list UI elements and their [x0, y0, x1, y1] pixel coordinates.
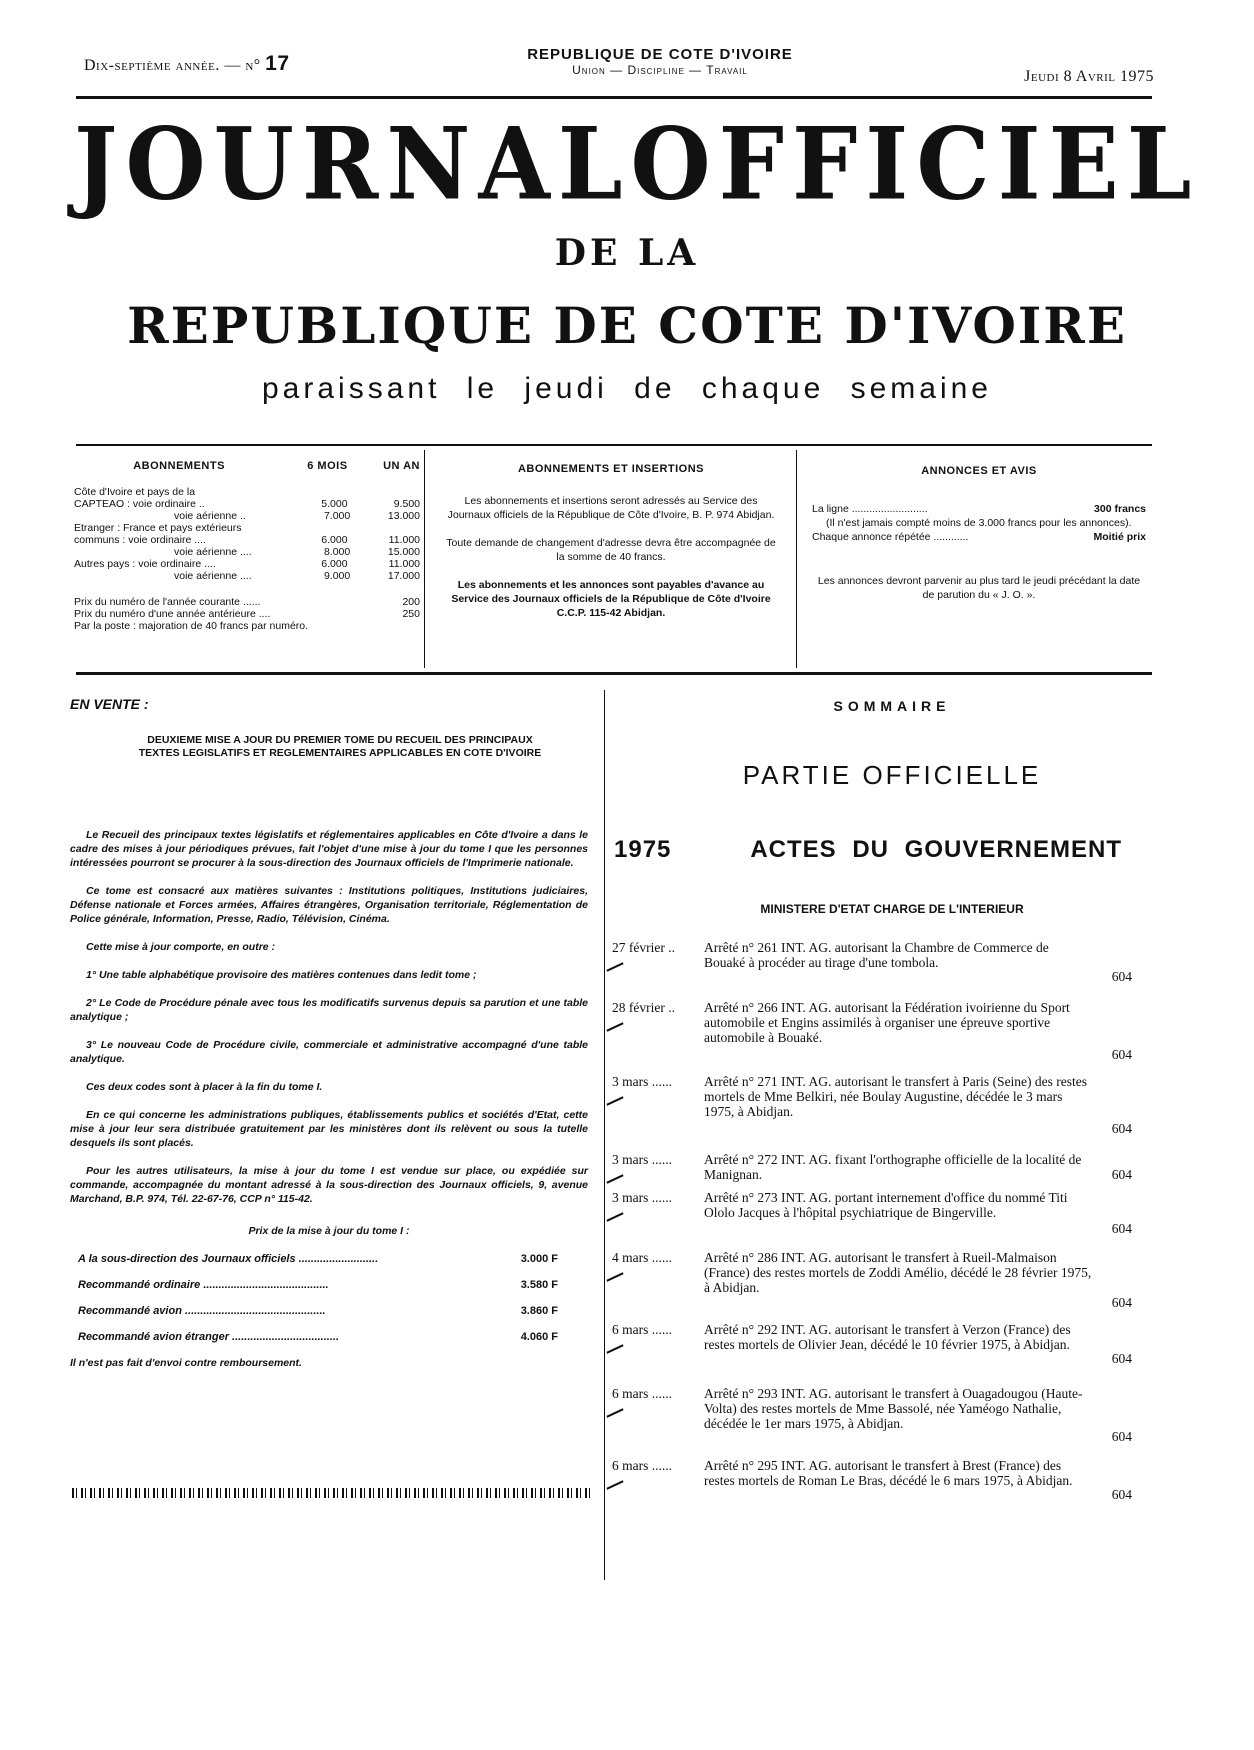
en-vente-p2: Ce tome est consacré aux matières suivantes : Institutions politiques, Institutions judiciaires, Défense nationale et Forces armées, Affaires étrangères, Organisation territoriale, Réglementation de Police générale, Information, Presse, Radio, Télévision, Cinéma.	[70, 885, 588, 925]
prix-row	[74, 620, 420, 632]
prix-row	[74, 608, 420, 620]
sommaire-title: SOMMAIRE	[833, 698, 951, 714]
header-rule	[76, 96, 1152, 99]
vente-prix-row	[78, 1252, 588, 1266]
subscription-label: Côte d'Ivoire et pays de la	[74, 486, 196, 498]
handwritten-tick-mark	[606, 1272, 623, 1281]
vente-prix-value: 4.060 F	[520, 1331, 558, 1343]
en-vente-p1: Le Recueil des principaux textes législatifs et réglementaires applicables en Côte d'Ivoire a dans le cadre des mises à jour périodiques prévues, fait l'objet d'une mise à jour du tome I que les personnes intéressées pourront se procurer à la sous-direction des Journaux officiels de l'Imprimerie nationale.	[70, 829, 588, 869]
sommaire-item-text: Arrêté n° 293 INT. AG. autorisant le transfert à Ouagadougou (Haute-Volta) des restes mortels de Mme Bassolé, née Yaméogo Nathalie, décédée le 1er mars 1975, à Abidjan.	[704, 1386, 1083, 1431]
en-vente-p3: Cette mise à jour comporte, en outre :	[86, 941, 276, 953]
subscription-6mois: 9.000	[323, 570, 351, 582]
info-top-rule	[76, 444, 1152, 446]
ministere-heading: MINISTERE D'ETAT CHARGE DE L'INTERIEUR	[760, 902, 1024, 916]
annonces-block	[812, 464, 1146, 602]
subscription-row	[74, 510, 420, 522]
sommaire-item	[612, 1250, 1132, 1310]
masthead-title	[74, 105, 1200, 223]
subscription-un-an	[348, 486, 420, 498]
sommaire-item	[612, 1190, 1132, 1236]
info-bottom-rule	[76, 672, 1152, 675]
decorative-border	[72, 1488, 592, 1498]
handwritten-tick-mark	[606, 962, 623, 971]
subscription-6mois: 6.000	[321, 534, 348, 546]
subscription-un-an: 11.000	[388, 558, 420, 570]
handwritten-tick-mark	[606, 1096, 623, 1105]
prix-value: 200	[402, 596, 420, 608]
repetee-label: Chaque annonce répétée ............	[812, 531, 969, 543]
vente-prix-label: Recommandé avion étranger ...................................	[78, 1331, 340, 1343]
ligne-note: (Il n'est jamais compté moins de 3.000 francs pour les annonces).	[826, 517, 1132, 529]
subscription-label: voie aérienne ....	[174, 570, 252, 582]
en-vente-p6: 3° Le nouveau Code de Procédure civile, commerciale et administrative accompagné d'une table analytique.	[70, 1039, 588, 1065]
subscription-label: voie aérienne ....	[174, 546, 252, 558]
subscriptions-heading: ABONNEMENTS	[133, 460, 225, 472]
sommaire-item-page: 604	[1111, 969, 1132, 984]
ligne-value: 300 francs	[1094, 503, 1146, 515]
insertions-p1: Les abonnements et insertions seront adressés au Service des Journaux officiels de la République de Côte d'Ivoire, B. P. 974 Abidjan.	[447, 495, 775, 521]
prix-label: Par la poste : majoration de 40 francs par numéro.	[74, 620, 309, 632]
en-vente-label: EN VENTE :	[70, 696, 149, 712]
subscription-6mois	[284, 522, 347, 534]
col-6-mois: 6 MOIS	[307, 460, 348, 472]
sommaire-item	[612, 1152, 1132, 1182]
sommaire-item-text: Arrêté n° 272 INT. AG. fixant l'orthographe officielle de la localité de Manignan.	[704, 1152, 1082, 1182]
sommaire-item-page: 604	[1111, 1429, 1132, 1444]
sommaire-item-page: 604	[1111, 1295, 1132, 1310]
vente-prix-row	[78, 1304, 588, 1318]
masthead-word-journal: JOURNAL	[74, 105, 631, 223]
sommaire-item-page: 604	[1111, 1221, 1132, 1236]
subscription-row	[74, 522, 420, 534]
en-vente-p8: En ce qui concerne les administrations publiques, établissements publics et sociétés d'Etat, cette mise à jour leur sera distribuée gratuitement par les ministères dont ils relèvent ou sous la tutelle desquels ils sont placés.	[70, 1109, 588, 1149]
subscription-6mois: 5.000	[321, 498, 348, 510]
col-un-an: UN AN	[383, 460, 420, 472]
actes-title: ACTES DU GOUVERNEMENT	[750, 836, 1122, 863]
sommaire-item-text: Arrêté n° 273 INT. AG. portant internement d'office du nommé Titi Ololo Jacques à l'hôpital psychiatrique de Bingerville.	[704, 1190, 1068, 1220]
en-vente-title: DEUXIEME MISE A JOUR DU PREMIER TOME DU RECUEIL DES PRINCIPAUX TEXTES LEGISLATIFS ET REGLEMENTAIRES APPLICABLES EN COTE D'IVOIRE	[138, 734, 542, 759]
masthead-parution: paraissant le jeudi de chaque semaine	[261, 372, 992, 405]
subscription-row	[74, 546, 420, 558]
subscription-un-an: 13.000	[387, 510, 420, 522]
sommaire-item	[612, 940, 1132, 984]
vente-prix-label: Recommandé ordinaire .........................................	[78, 1279, 329, 1291]
sommaire-item-page: 604	[1111, 1047, 1132, 1062]
masthead-word-officiel: OFFICIEL	[630, 105, 1200, 223]
sommaire-item-text: Arrêté n° 286 INT. AG. autorisant le transfert à Rueil-Malmaison (France) des restes mortels de Zoddi Amélio, décédé le 28 février 1975, à Abidjan.	[704, 1250, 1092, 1295]
subscription-label: CAPTEAO : voie ordinaire ..	[74, 498, 205, 510]
subscription-6mois	[284, 486, 347, 498]
handwritten-tick-mark	[606, 1480, 623, 1489]
sommaire-item-page: 604	[1111, 1351, 1132, 1366]
subscription-un-an	[348, 522, 420, 534]
sommaire-item-date: 4 mars ......	[612, 1250, 672, 1265]
en-vente-p5: 2° Le Code de Procédure pénale avec tous les modificatifs survenus depuis sa parution et une table analytique ;	[70, 997, 588, 1023]
repetee-value: Moitié prix	[1093, 531, 1146, 543]
subscription-6mois: 7.000	[323, 510, 351, 522]
subscription-label: voie aérienne ..	[174, 510, 246, 522]
motto: Union — Discipline — Travail	[572, 63, 748, 77]
en-vente-p4: 1° Une table alphabétique provisoire des matières contenues dans ledit tome ;	[86, 969, 477, 981]
annonces-heading: ANNONCES ET AVIS	[921, 465, 1037, 477]
handwritten-tick-mark	[606, 1174, 623, 1183]
handwritten-tick-mark	[606, 1344, 623, 1353]
issue-date: Jeudi 8 Avril 1975	[1024, 68, 1154, 85]
sommaire-item-date: 3 mars ......	[612, 1190, 672, 1205]
sommaire-item	[612, 1074, 1132, 1136]
insertions-heading: ABONNEMENTS ET INSERTIONS	[517, 463, 705, 475]
sommaire-item-text: Arrêté n° 295 INT. AG. autorisant le transfert à Brest (France) des restes mortels de Roman Le Bras, décédé le 6 mars 1975, à Abidjan.	[704, 1458, 1073, 1488]
info-divider-2	[796, 450, 797, 668]
vente-prix-value: 3.000 F	[520, 1253, 558, 1265]
actes-year: 1975	[614, 836, 672, 863]
vente-prix-row	[78, 1330, 588, 1344]
prix-value	[348, 620, 420, 632]
sommaire-item-page: 604	[1111, 1487, 1132, 1502]
subscription-row	[74, 558, 420, 570]
sommaire-item-text: Arrêté n° 292 INT. AG. autorisant le transfert à Verzon (France) des restes mortels de Olivier Jean, décédé le 10 février 1975, à Abidjan.	[704, 1322, 1071, 1352]
sommaire-item-date: 6 mars ......	[612, 1458, 672, 1473]
issue-number: 17	[265, 52, 290, 75]
issue-line	[84, 52, 290, 76]
en-vente-body	[70, 828, 588, 1370]
insertions-p3: Les abonnements et les annonces sont payables d'avance au Service des Journaux officiels de la République de Côte d'Ivoire C.C.P. 115-42 Abidjan.	[451, 579, 771, 619]
prix-row	[74, 596, 420, 608]
sommaire-item	[612, 1000, 1132, 1062]
vente-prix-value: 3.580 F	[520, 1279, 558, 1291]
subscription-label: Autres pays : voie ordinaire ....	[74, 558, 216, 570]
republic-header	[460, 46, 860, 77]
subscription-row	[74, 486, 420, 498]
vente-prix-label: A la sous-direction des Journaux officiels ..........................	[78, 1253, 379, 1265]
masthead-republique: REPUBLIQUE DE COTE D'IVOIRE	[127, 296, 1127, 355]
subscription-row	[74, 570, 420, 582]
sommaire-item	[612, 1322, 1132, 1366]
sommaire-item-text: Arrêté n° 266 INT. AG. autorisant la Fédération ivoirienne du Sport automobile et Engins assimilés à organiser une épreuve sportive automobile à Bouaké.	[704, 1000, 1070, 1045]
vente-prix-row	[78, 1278, 588, 1292]
subscriptions-table	[74, 460, 420, 632]
handwritten-tick-mark	[606, 1022, 623, 1031]
en-vente-note: Il n'est pas fait d'envoi contre remboursement.	[70, 1357, 302, 1369]
en-vente-prix-title: Prix de la mise à jour du tome I :	[248, 1225, 410, 1237]
subscription-un-an: 11.000	[388, 534, 420, 546]
column-divider	[604, 690, 605, 1580]
sommaire-item-date: 27 février ..	[612, 940, 675, 955]
sommaire-item-text: Arrêté n° 271 INT. AG. autorisant le transfert à Paris (Seine) des restes mortels de Mme Belkiri, née Boulay Augustine, décédée le 3 mars 1975, à Abidjan.	[704, 1074, 1088, 1119]
sommaire-item	[612, 1386, 1132, 1444]
subscription-un-an: 9.500	[393, 498, 420, 510]
year-prefix: Dix-septième année. — n°	[84, 57, 261, 74]
en-vente-p9: Pour les autres utilisateurs, la mise à jour du tome I est vendue sur place, ou expédiée sur commande, accompagnée du montant adressé à la sous-direction des Journaux officiels, 9, avenue Marchand, B.P. 974, Tél. 22-67-76, CCP n° 115-42.	[70, 1165, 588, 1205]
prix-label: Prix du numéro de l'année courante ......	[74, 596, 261, 608]
subscription-label: communs : voie ordinaire ....	[74, 534, 206, 546]
subscription-6mois: 6.000	[321, 558, 348, 570]
sommaire-item-date: 6 mars ......	[612, 1322, 672, 1337]
republic-name: REPUBLIQUE DE COTE D'IVOIRE	[527, 46, 793, 63]
sommaire-item	[612, 1458, 1132, 1502]
vente-prix-value: 3.860 F	[520, 1305, 558, 1317]
subscription-6mois: 8.000	[323, 546, 351, 558]
handwritten-tick-mark	[606, 1212, 623, 1221]
insertions-p2: Toute demande de changement d'adresse devra être accompagnée de la somme de 40 francs.	[446, 537, 776, 563]
subscription-label: Etranger : France et pays extérieurs	[74, 522, 242, 534]
info-divider-1	[424, 450, 425, 668]
sommaire-item-text: Arrêté n° 261 INT. AG. autorisant la Chambre de Commerce de Bouaké à procéder au tirage d'une tombola.	[704, 940, 1049, 970]
annonces-delai: Les annonces devront parvenir au plus tard le jeudi précédant la date de parution du « J. O. ».	[817, 575, 1141, 601]
masthead-de-la: DE LA	[554, 232, 700, 274]
sommaire-item-date: 3 mars ......	[612, 1074, 672, 1089]
subscription-un-an: 15.000	[387, 546, 420, 558]
subscription-row	[74, 534, 420, 546]
prix-label: Prix du numéro d'une année antérieure ....	[74, 608, 271, 620]
vente-prix-label: Recommandé avion ..............................................	[78, 1305, 326, 1317]
subscription-un-an: 17.000	[387, 570, 420, 582]
sommaire-item-page: 604	[1111, 1167, 1132, 1182]
sommaire-item-page: 604	[1111, 1121, 1132, 1136]
sommaire-item-date: 28 février ..	[612, 1000, 675, 1015]
prix-value: 250	[402, 608, 420, 620]
insertions-block	[444, 462, 778, 620]
handwritten-tick-mark	[606, 1408, 623, 1417]
sommaire-item-date: 6 mars ......	[612, 1386, 672, 1401]
en-vente-p7: Ces deux codes sont à placer à la fin du tome I.	[86, 1081, 323, 1093]
subscription-row	[74, 498, 420, 510]
ligne-label: La ligne ..........................	[812, 503, 928, 515]
sommaire-item-date: 3 mars ......	[612, 1152, 672, 1167]
partie-officielle: PARTIE OFFICIELLE	[742, 760, 1042, 790]
